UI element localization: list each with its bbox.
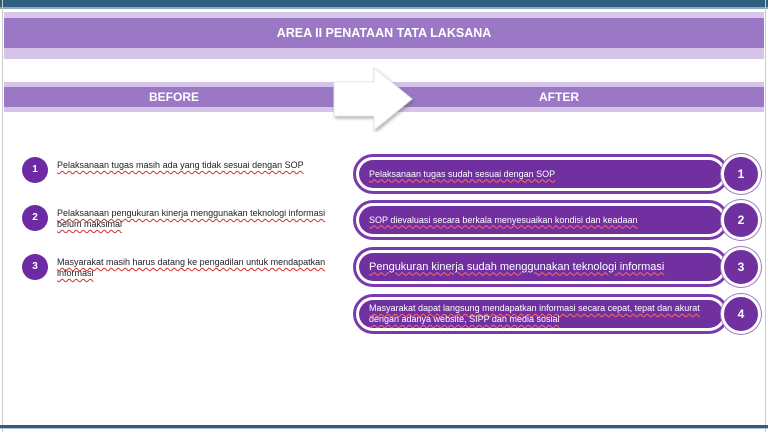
before-item-text: Pelaksanaan tugas masih ada yang tidak sesuai dengan SOP: [57, 160, 304, 170]
after-item-text: Masyarakat dapat langsung mendapatkan informasi secara cepat, tepat dan akurat dengan adanya website, SIPP dan media sosial: [369, 303, 700, 324]
after-item-2: [353, 200, 763, 242]
before-item-2: [22, 205, 332, 235]
before-item-number: 3: [22, 254, 48, 280]
before-item-number: 1: [22, 157, 48, 183]
left-frame-line: [2, 0, 3, 432]
bottom-accent-line: [0, 428, 768, 429]
after-item-1: [353, 154, 763, 196]
after-item-number: 1: [721, 154, 761, 194]
after-item-text: Pelaksanaan tugas sudah sesuai dengan SOP: [369, 168, 556, 179]
before-item-1: [22, 157, 332, 187]
after-item-text: SOP dievaluasi secara berkala menyesuaikan kondisi dan keadaan: [369, 214, 638, 225]
before-item-number: 2: [22, 205, 48, 231]
top-accent-bar: [0, 0, 768, 7]
after-item-number: 4: [721, 294, 761, 334]
after-heading: AFTER: [539, 90, 579, 104]
after-item-text: Pengukuran kinerja sudah menggunakan teknologi informasi: [369, 260, 665, 273]
after-item-4: [353, 294, 763, 336]
after-item-number: 3: [721, 247, 761, 287]
before-item-text: Pelaksanaan pengukuran kinerja menggunakan teknologi informasi belum maksimal: [57, 208, 326, 229]
before-heading: BEFORE: [148, 90, 199, 104]
right-arrow-icon: [332, 66, 416, 132]
top-accent-line: [0, 7, 768, 9]
right-frame-line: [765, 0, 766, 432]
after-item-3: [353, 247, 763, 289]
before-item-text: Masyarakat masih harus datang ke pengadilan untuk mendapatkan informasi: [57, 257, 326, 278]
before-item-3: [22, 254, 332, 284]
slide-title: AREA II PENATAAN TATA LAKSANA: [276, 26, 492, 40]
title-band: [4, 12, 764, 59]
after-item-number: 2: [721, 200, 761, 240]
